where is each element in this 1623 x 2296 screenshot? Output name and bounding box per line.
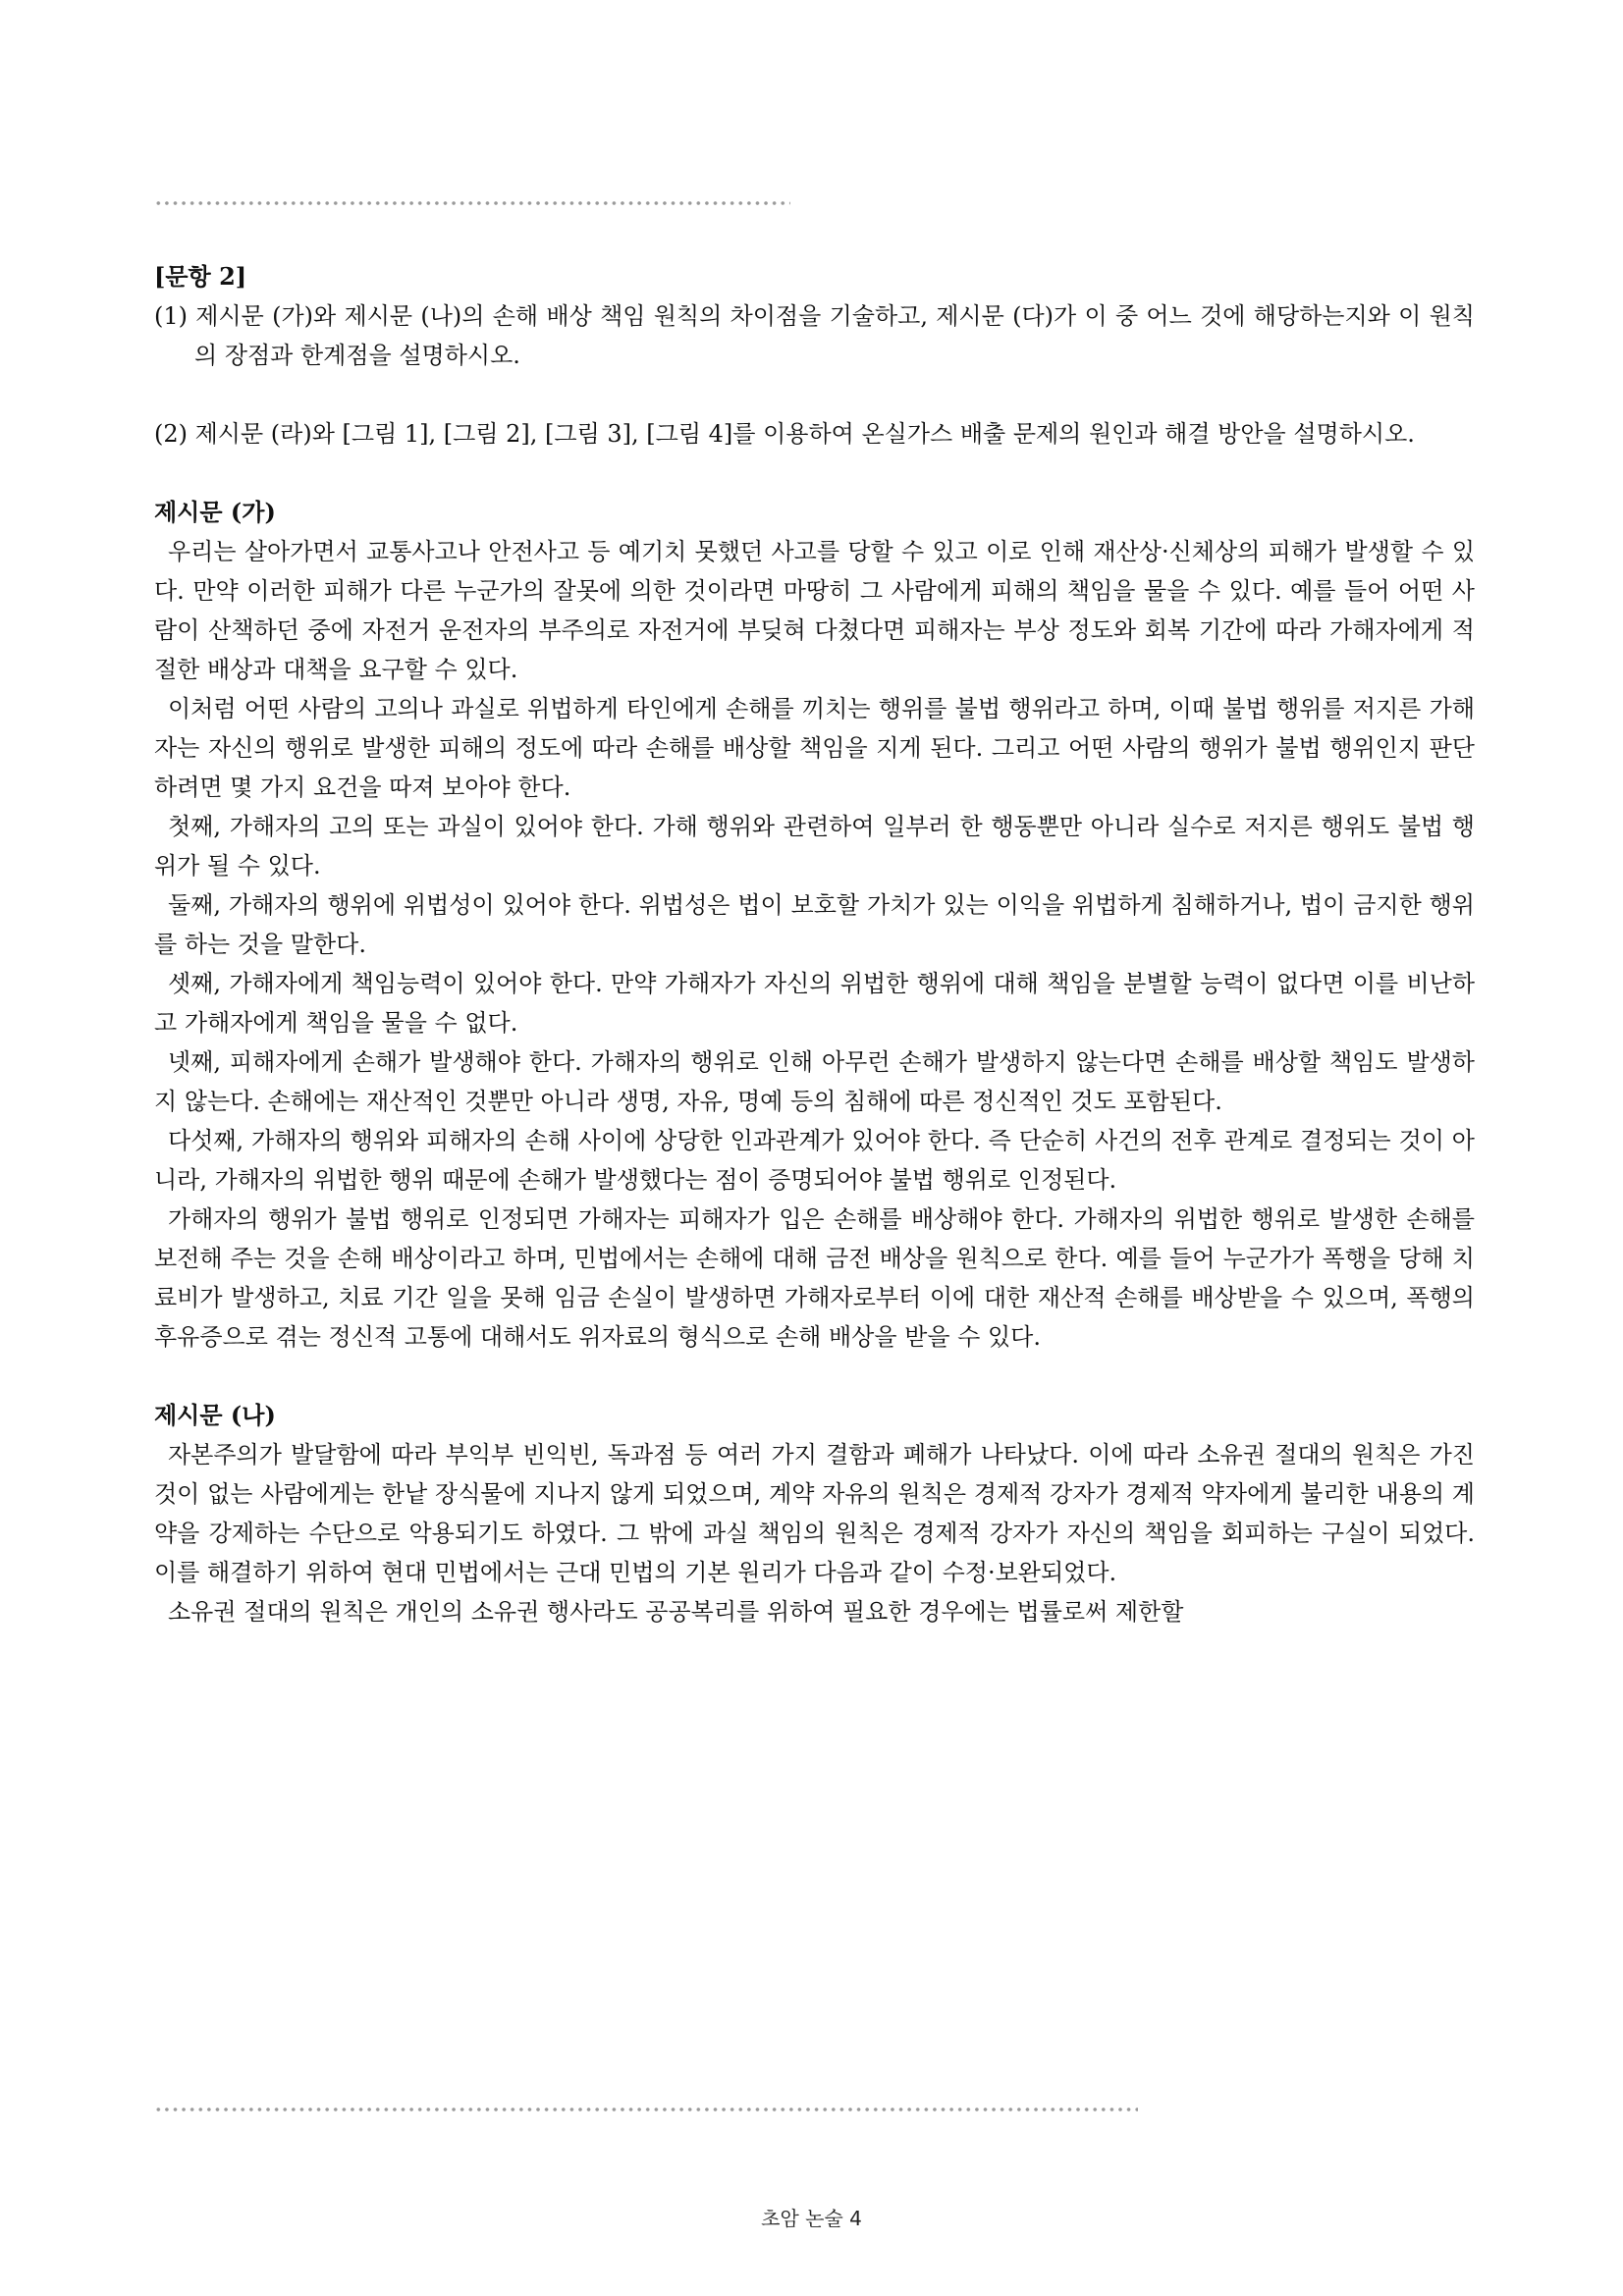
passage-ga-title: 제시문 (가)	[154, 498, 276, 526]
question-title: [문항 2]	[154, 262, 247, 291]
question-item-2: (2) 제시문 (라)와 [그림 1], [그림 2], [그림 3], [그림 4]를 이용하여 온실가스 배출 문제의 원인과 해결 방안을 설명하시오.	[154, 420, 1415, 448]
top-dotted-rule	[154, 199, 790, 207]
passage-na-paragraph-2: 소유권 절대의 원칙은 개인의 소유권 행사라도 공공복리를 위하여 필요한 경우에는 법률로써 제한할	[168, 1598, 1184, 1626]
passage-ga-paragraph-1: 우리는 살아가면서 교통사고나 안전사고 등 예기치 못했던 사고를 당할 수 있고 이로 인해 재산상·신체상의 피해가 발생할 수 있다. 만약 이러한 피해가 다른 누군가의 잘못에 의한 것이라면 마땅히 그 사람에게 피해의 책임을 물을 수 있다. 예를 들어 어떤 사람이 산책하던 중에 자전거 운전자의 부주의로 자전거에 부딪혀 다쳤다면 피해자는 부상 정도와 회복 기간에 따라 가해자에게 적절한 배상과 대책을 요구할 수 있다.	[154, 538, 1475, 683]
passage-ga-paragraph-8: 가해자의 행위가 불법 행위로 인정되면 가해자는 피해자가 입은 손해를 배상해야 한다. 가해자의 위법한 행위로 발생한 손해를 보전해 주는 것을 손해 배상이라고 하며, 민법에서는 손해에 대해 금전 배상을 원칙으로 한다. 예를 들어 누군가가 폭행을 당해 치료비가 발생하고, 치료 기간 일을 못해 임금 손실이 발생하면 가해자로부터 이에 대한 재산적 손해를 배상받을 수 있으며, 폭행의 후유증으로 겪는 정신적 고통에 대해서도 위자료의 형식으로 손해 배상을 받을 수 있다.	[154, 1205, 1475, 1351]
passage-ga-paragraph-7: 다섯째, 가해자의 행위와 피해자의 손해 사이에 상당한 인과관계가 있어야 한다. 즉 단순히 사건의 전후 관계로 결정되는 것이 아니라, 가해자의 위법한 행위 때문에 손해가 발생했다는 점이 증명되어야 불법 행위로 인정된다.	[154, 1127, 1475, 1194]
passage-ga-paragraph-3: 첫째, 가해자의 고의 또는 과실이 있어야 한다. 가해 행위와 관련하여 일부러 한 행동뿐만 아니라 실수로 저지른 행위도 불법 행위가 될 수 있다.	[154, 813, 1475, 880]
passage-ga-paragraph-2: 이처럼 어떤 사람의 고의나 과실로 위법하게 타인에게 손해를 끼치는 행위를 불법 행위라고 하며, 이때 불법 행위를 저지른 가해자는 자신의 행위로 발생한 피해의 정도에 따라 손해를 배상할 책임을 지게 된다. 그리고 어떤 사람의 행위가 불법 행위인지 판단하려면 몇 가지 요건을 따져 보아야 한다.	[154, 695, 1475, 801]
page-footer: 초암 논술 4	[761, 2207, 862, 2230]
question-item-1: (1) 제시문 (가)와 제시문 (나)의 손해 배상 책임 원칙의 차이점을 기술하고, 제시문 (다)가 이 중 어느 것에 해당하는지와 이 원칙의 장점과 한계점을 설명하시오.	[154, 302, 1475, 369]
passage-ga-paragraph-5: 셋째, 가해자에게 책임능력이 있어야 한다. 만약 가해자가 자신의 위법한 행위에 대해 책임을 분별할 능력이 없다면 이를 비난하고 가해자에게 책임을 물을 수 없다.	[154, 970, 1475, 1037]
bottom-dotted-rule	[154, 2106, 1138, 2113]
passage-na	[154, 1396, 1475, 1631]
passage-na-title: 제시문 (나)	[154, 1401, 276, 1429]
document-body	[154, 257, 1475, 1631]
passage-ga-paragraph-6: 넷째, 피해자에게 손해가 발생해야 한다. 가해자의 행위로 인해 아무런 손해가 발생하지 않는다면 손해를 배상할 책임도 발생하지 않는다. 손해에는 재산적인 것뿐만 아니라 생명, 자유, 명예 등의 침해에 따른 정신적인 것도 포함된다.	[154, 1048, 1475, 1115]
passage-na-paragraph-1: 자본주의가 발달함에 따라 부익부 빈익빈, 독과점 등 여러 가지 결함과 폐해가 나타났다. 이에 따라 소유권 절대의 원칙은 가진 것이 없는 사람에게는 한낱 장식물에 지나지 않게 되었으며, 계약 자유의 원칙은 경제적 강자가 경제적 약자에게 불리한 내용의 계약을 강제하는 수단으로 악용되기도 하였다. 그 밖에 과실 책임의 원칙은 경제적 강자가 자신의 책임을 회피하는 구실이 되었다. 이를 해결하기 위하여 현대 민법에서는 근대 민법의 기본 원리가 다음과 같이 수정·보완되었다.	[154, 1441, 1475, 1586]
passage-ga-paragraph-4: 둘째, 가해자의 행위에 위법성이 있어야 한다. 위법성은 법이 보호할 가치가 있는 이익을 위법하게 침해하거나, 법이 금지한 행위를 하는 것을 말한다.	[154, 891, 1475, 958]
passage-ga	[154, 493, 1475, 1357]
